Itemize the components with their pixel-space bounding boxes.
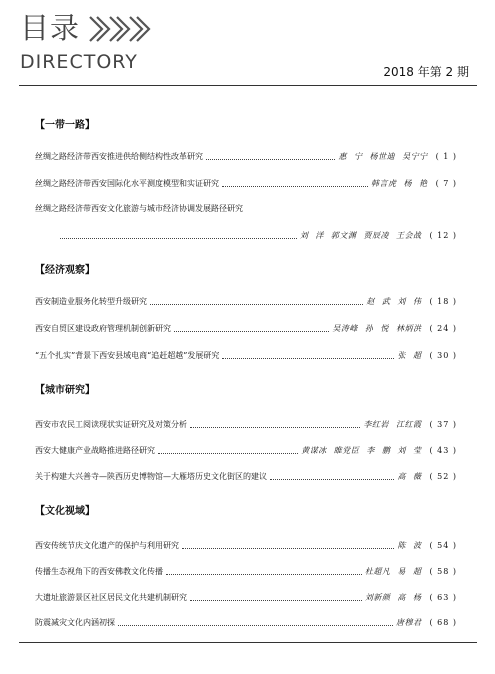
issue-label: 2018 年第 2 期 xyxy=(383,65,469,79)
leader-dots xyxy=(222,358,394,359)
entry-title: 防震减灾文化内涵初探 xyxy=(35,618,115,627)
toc-entry[interactable] xyxy=(35,591,457,603)
toc-entry[interactable] xyxy=(60,229,457,241)
leader-dots xyxy=(190,427,360,428)
toc-entry[interactable] xyxy=(35,349,457,361)
entry-title: 传播生态视角下的西安佛教文化传播 xyxy=(35,567,163,576)
entry-authors: 吴涛峰 孙 悦 林炳洪 xyxy=(332,324,422,333)
entry-page: ( 30 ) xyxy=(429,351,457,360)
entry-page: ( 68 ) xyxy=(429,618,457,627)
entry-title: 丝绸之路经济带西安国际化水平测度模型和实证研究 xyxy=(35,179,219,188)
entry-title: 丝绸之路经济带西安推进供给侧结构性改革研究 xyxy=(35,152,203,161)
header-subtitle: DIRECTORY xyxy=(20,51,138,73)
entry-page: ( 52 ) xyxy=(429,472,457,481)
entry-page: ( 58 ) xyxy=(429,567,457,576)
entry-authors: 唐穆君 xyxy=(395,618,422,627)
entry-page: ( 43 ) xyxy=(429,446,457,455)
toc-entry[interactable] xyxy=(35,470,457,482)
entry-authors: 李红岩 江红霞 xyxy=(363,420,422,429)
header-title: 目录 xyxy=(20,11,81,45)
toc-entry[interactable] xyxy=(35,565,457,577)
section-heading-urban: 【城市研究】 xyxy=(35,385,95,396)
leader-dots xyxy=(60,238,297,239)
entry-authors: 刘新颜 高 杨 xyxy=(364,593,422,602)
entry-title: 关于构建大兴善寺—陕西历史博物馆—大雁塔历史文化街区的建议 xyxy=(35,472,267,481)
entry-page: ( 63 ) xyxy=(429,593,457,602)
bottom-divider xyxy=(19,642,477,643)
leader-dots xyxy=(190,600,362,601)
entry-authors: 陈 波 xyxy=(397,541,422,550)
toc-entry[interactable] xyxy=(35,616,457,628)
entry-page: ( 24 ) xyxy=(429,324,457,333)
top-divider xyxy=(19,85,477,86)
entry-title: 西安传统节庆文化遗产的保护与利用研究 xyxy=(35,541,179,550)
triple-chevron-icon xyxy=(86,14,154,44)
toc-entry[interactable] xyxy=(35,295,457,307)
entry-title: 西安自贸区建设政府管理机制创新研究 xyxy=(35,324,171,333)
section-heading-economy: 【经济观察】 xyxy=(35,265,95,276)
leader-dots xyxy=(158,453,298,454)
section-heading-belt-road: 【一带一路】 xyxy=(35,120,95,131)
entry-authors: 刘 洋 郭文渊 贾辰凌 王会战 xyxy=(299,231,422,240)
entry-page: ( 18 ) xyxy=(429,297,457,306)
entry-page: ( 37 ) xyxy=(429,420,457,429)
toc-entry[interactable] xyxy=(35,177,457,189)
entry-title: 大遗址旅游景区社区居民文化共建机制研究 xyxy=(35,593,187,602)
entry-authors: 赵 武 刘 伟 xyxy=(366,297,422,306)
leader-dots xyxy=(182,548,394,549)
entry-title: 西安大健康产业战略推进路径研究 xyxy=(35,446,155,455)
section-heading-culture: 【文化视域】 xyxy=(35,506,95,517)
leader-dots xyxy=(174,331,329,332)
leader-dots xyxy=(166,574,362,575)
entry-authors: 韩言虎 杨 艳 xyxy=(370,179,428,188)
leader-dots xyxy=(206,159,335,160)
toc-entry[interactable] xyxy=(35,150,457,162)
entry-authors: 杜超凡 易 超 xyxy=(364,567,422,576)
entry-page: ( 7 ) xyxy=(435,179,457,188)
entry-page: ( 54 ) xyxy=(429,541,457,550)
toc-entry[interactable] xyxy=(35,418,457,430)
toc-entry[interactable] xyxy=(35,322,457,334)
leader-dots xyxy=(150,304,363,305)
entry-title[interactable]: 丝绸之路经济带西安文化旅游与城市经济协调发展路径研究 xyxy=(35,204,243,213)
toc-entry[interactable] xyxy=(35,539,457,551)
toc-entry[interactable] xyxy=(35,444,457,456)
leader-dots xyxy=(118,625,393,626)
entry-title: “五个扎实”背景下西安县域电商“追赶超越”发展研究 xyxy=(35,351,220,360)
entry-title: 西安市农民工阅读现状实证研究及对策分析 xyxy=(35,420,187,429)
entry-authors: 高 薇 xyxy=(397,472,422,481)
leader-dots xyxy=(270,479,394,480)
entry-page: ( 12 ) xyxy=(429,231,457,240)
leader-dots xyxy=(222,186,368,187)
entry-page: ( 1 ) xyxy=(435,152,457,161)
entry-title: 西安制造业服务化转型升级研究 xyxy=(35,297,147,306)
entry-authors: 张 超 xyxy=(397,351,422,360)
entry-authors: 惠 宁 杨世迪 吴宁宁 xyxy=(338,152,428,161)
entry-authors: 黄谋冰 睢党臣 李 鹏 刘 莹 xyxy=(301,446,422,455)
